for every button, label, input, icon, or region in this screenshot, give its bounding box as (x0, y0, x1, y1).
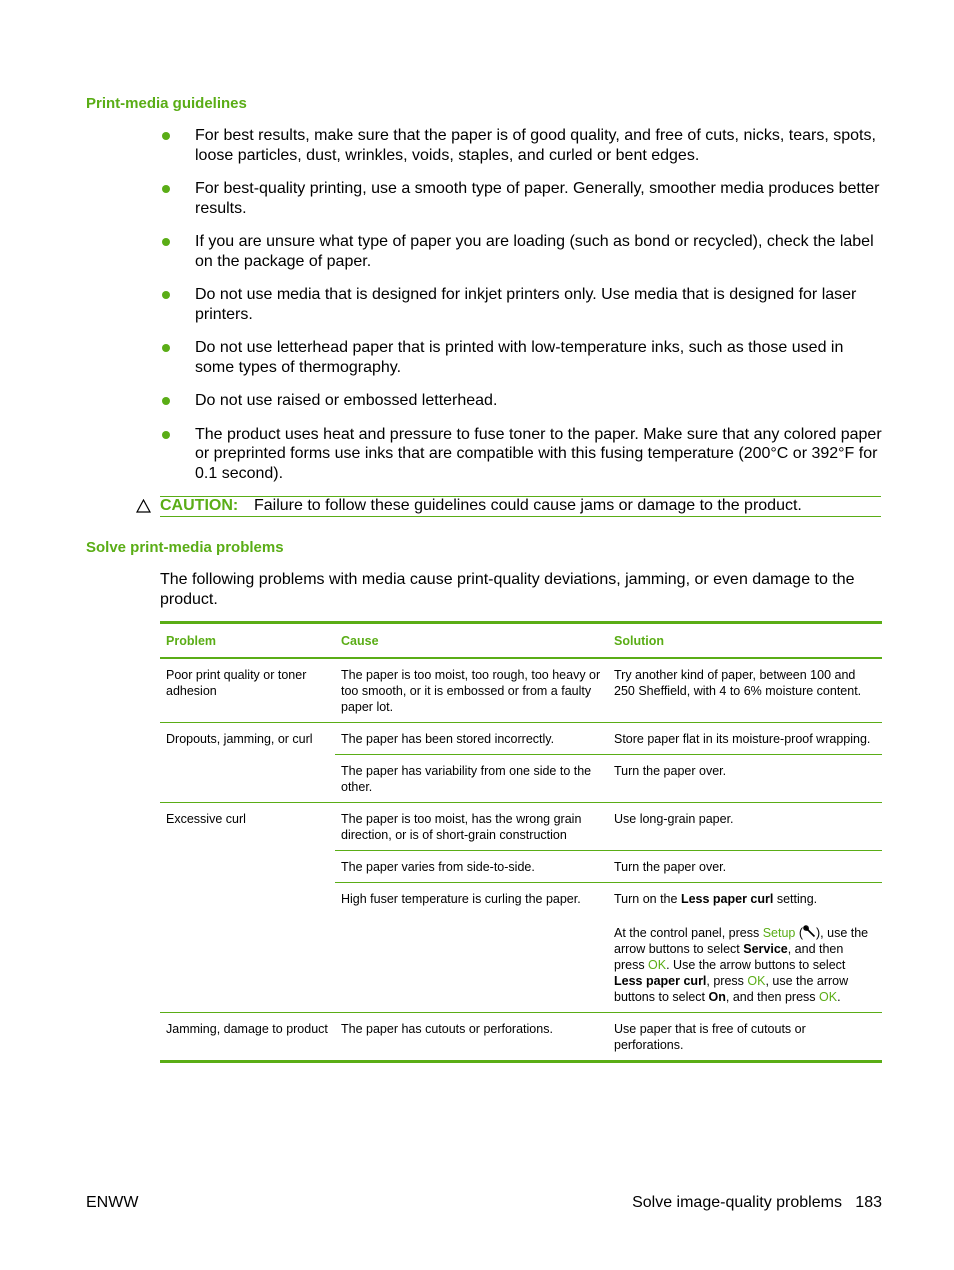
solution-cell: Use long-grain paper. (608, 803, 882, 851)
bullet-icon (162, 185, 170, 193)
header-problem: Problem (160, 623, 335, 659)
media-problems-table (160, 621, 882, 1063)
list-item (160, 425, 885, 484)
intro-paragraph: The following problems with media cause print-quality deviations, jamming, or even damage to the product. (160, 571, 855, 608)
ok-key-label: OK (819, 990, 838, 1004)
bullet-icon (162, 431, 170, 439)
solution-cell: Turn the paper over. (608, 851, 882, 883)
list-item (160, 179, 885, 218)
solution-cell: Try another kind of paper, between 100 and 250 Sheffield, with 4 to 6% moisture content. (614, 668, 862, 698)
caution-text: Failure to follow these guidelines could cause jams or damage to the product. (254, 497, 802, 514)
table-row (160, 723, 882, 755)
solution-cell (608, 883, 882, 1013)
bullet-icon (162, 238, 170, 246)
problem-cell: Jamming, damage to product (160, 1013, 335, 1062)
menu-name: Service (743, 942, 788, 956)
table-header-row (160, 623, 882, 659)
option-name: On (708, 990, 726, 1004)
solution-cell: Store paper flat in its moisture-proof wrapping. (608, 723, 882, 755)
solution-text: , press (706, 974, 748, 988)
bullet-icon (162, 397, 170, 405)
cause-cell: The paper is too moist, has the wrong grain direction, or is of short-grain construction (335, 803, 608, 851)
solution-text: . Use the arrow buttons to select (666, 958, 846, 972)
ok-key-label: OK (648, 958, 667, 972)
page-number: 183 (855, 1194, 882, 1211)
warning-triangle-icon (136, 499, 151, 513)
solution-text: Turn on the (614, 892, 681, 906)
solution-text: . (837, 990, 841, 1004)
table-row (160, 803, 882, 851)
setup-key-label: Setup (762, 926, 796, 940)
solution-text: At the control panel, press (614, 926, 763, 940)
footer-section (632, 1194, 882, 1212)
bullet-icon (162, 132, 170, 140)
list-item (160, 391, 885, 411)
list-item-text: For best-quality printing, use a smooth type of paper. Generally, smoother media produces better results. (195, 180, 880, 217)
list-item-text: For best results, make sure that the paper is of good quality, and free of cuts, nicks, tears, spots, loose particles, dust, wrinkles, voids, staples, and curled or bent edges. (195, 127, 876, 164)
footer-doc-code: ENWW (86, 1194, 139, 1211)
footer-section-title: Solve image-quality problems (632, 1194, 842, 1211)
solution-text: , use the arrow buttons to select (614, 974, 849, 1004)
bullet-icon (162, 291, 170, 299)
list-item (160, 285, 885, 324)
solution-text: setting. (773, 892, 818, 906)
cause-cell: The paper is too moist, too rough, too heavy or too smooth, or it is embossed or from a faulty paper lot. (341, 668, 601, 714)
section-heading-solve-print-media-problems: Solve print-media problems (86, 539, 284, 556)
caution-label: CAUTION: (160, 497, 239, 514)
solution-steps (614, 925, 876, 1005)
list-item (160, 232, 885, 271)
solution-text: ), use the arrow buttons to select (614, 926, 869, 956)
list-item-text: The product uses heat and pressure to fuse toner to the paper. Make sure that any colored paper or preprinted forms use inks that are compatible with this fusing temperature (200°C or 392°F for 0.1 second). (195, 425, 882, 482)
list-item-text: Do not use raised or embossed letterhead. (195, 392, 498, 409)
wrench-icon (803, 925, 816, 938)
cause-cell: The paper has variability from one side to the other. (335, 755, 608, 803)
solution-line (614, 891, 876, 907)
table-row (160, 658, 882, 723)
solution-cell: Turn the paper over. (608, 755, 882, 803)
header-cause: Cause (335, 623, 608, 659)
cause-cell: The paper varies from side-to-side. (335, 851, 608, 883)
problem-cell: Poor print quality or toner adhesion (166, 668, 307, 698)
caution-note (136, 496, 881, 517)
list-item-text: Do not use letterhead paper that is printed with low-temperature inks, such as those used in some types of thermography. (195, 339, 844, 376)
header-solution: Solution (608, 623, 882, 659)
guidelines-list (160, 126, 885, 497)
solution-text: ( (795, 926, 804, 940)
bullet-icon (162, 344, 170, 352)
problem-cell: Excessive curl (160, 803, 335, 1013)
ok-key-label: OK (747, 974, 766, 988)
solution-text: , and then press (614, 942, 844, 972)
problem-cell: Dropouts, jamming, or curl (160, 723, 335, 803)
cause-cell: The paper has cutouts or perforations. (335, 1013, 608, 1062)
solution-text: , and then press (725, 990, 819, 1004)
section-heading-print-media-guidelines: Print-media guidelines (86, 95, 247, 112)
caution-bottom-rule (160, 516, 881, 517)
table-row (160, 1013, 882, 1062)
list-item-text: Do not use media that is designed for inkjet printers only. Use media that is designed for laser printers. (195, 286, 857, 323)
list-item-text: If you are unsure what type of paper you are loading (such as bond or recycled), check the label on the package of paper. (195, 233, 874, 270)
solution-cell: Use paper that is free of cutouts or perforations. (608, 1013, 882, 1062)
cause-cell: High fuser temperature is curling the paper. (335, 883, 608, 1013)
cause-cell: The paper has been stored incorrectly. (335, 723, 608, 755)
setting-name: Less paper curl (680, 892, 774, 906)
setting-name: Less paper curl (614, 974, 707, 988)
list-item (160, 338, 885, 377)
list-item (160, 126, 885, 165)
